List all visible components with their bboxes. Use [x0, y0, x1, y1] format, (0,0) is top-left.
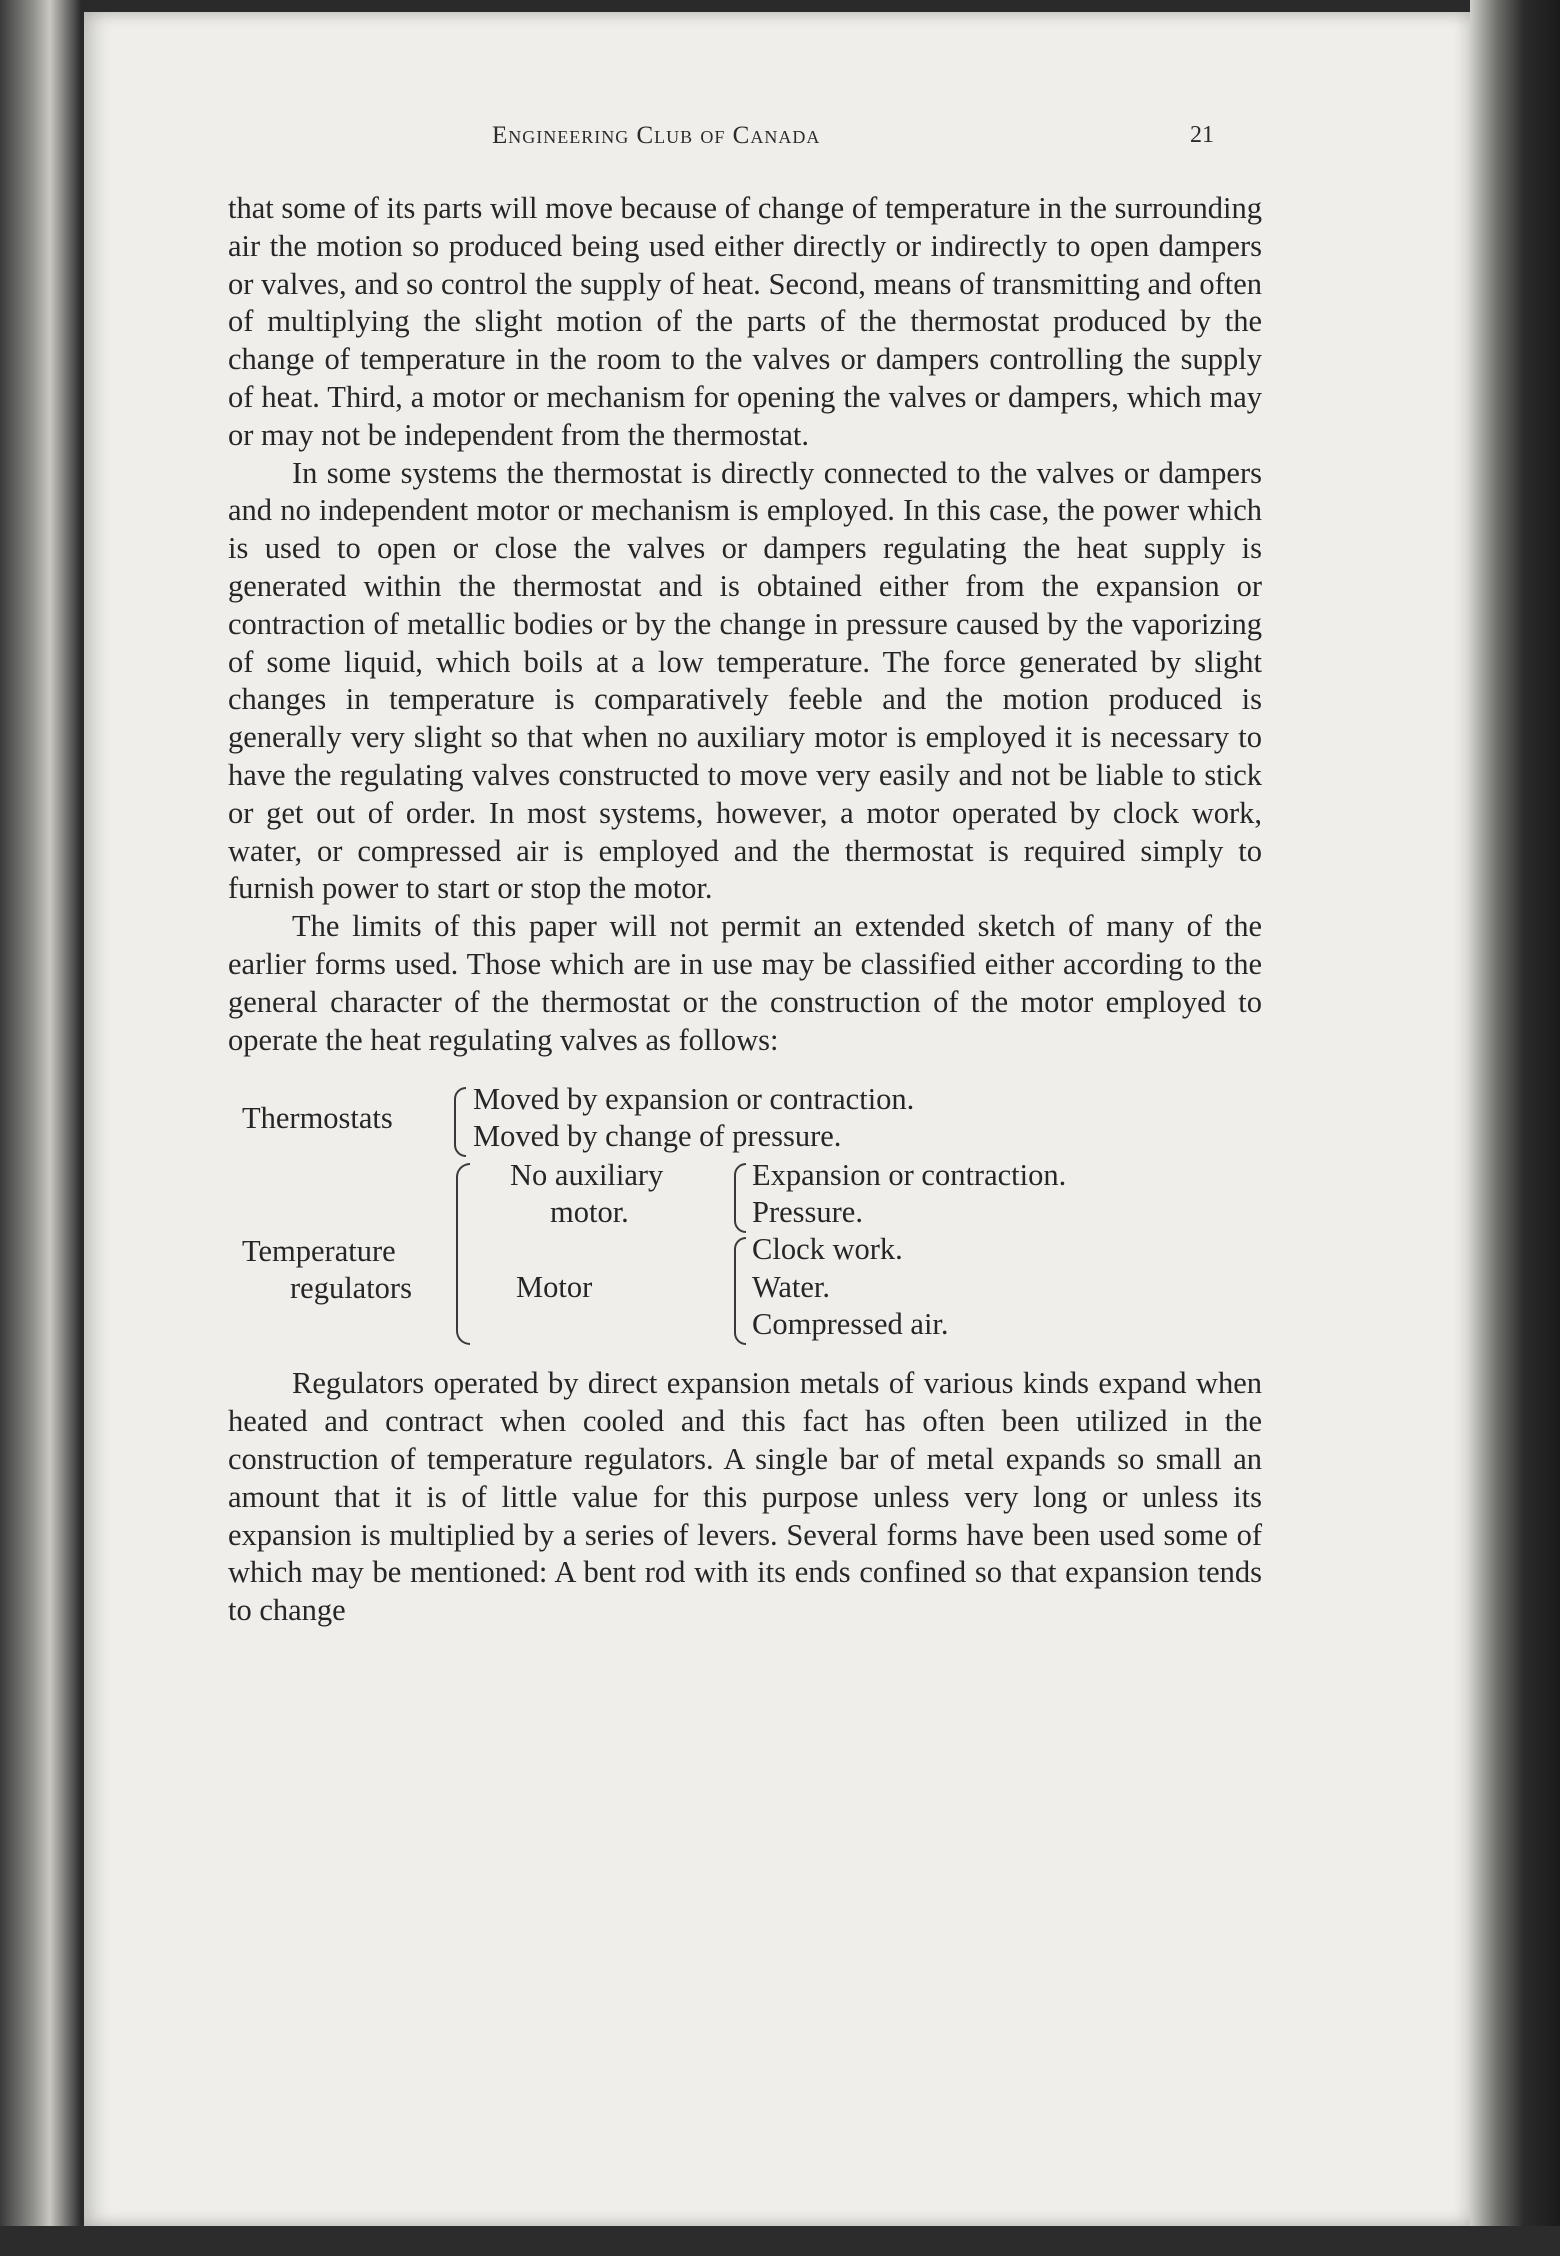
brace: [734, 1237, 746, 1345]
running-header: [150, 122, 1220, 162]
paragraph-3: The limits of this paper will not permit an extended sketch of many of the earlier forms used. Those which are in use may be classified either according to the general character of the thermostat or the construction of the motor employed to operate the heat regulating valves as follows:: [228, 909, 1262, 1057]
bottom-edge: [0, 2226, 1560, 2256]
body-text: [228, 190, 1262, 1630]
paragraph-4: Regulators operated by direct expansion metals of various kinds expand when heated and contract when cooled and this fact has often been utilized in the construction of temperature regulators. A single bar of metal expands so small an amount that it is of little value for this purpose unless very long or unless its expansion is multiplied by a series of levers. Several forms have been used some of which may be mentioned: A bent rod with its ends confined so that expansion tends to change: [228, 1366, 1262, 1628]
page-number: 21: [1190, 122, 1214, 148]
paragraph-1: that some of its parts will move because of change of temperature in the surrounding air the motion so produced being used either directly or indirectly to open dampers or valves, and so control the supply of heat. Second, means of transmitting and often of multiplying the slight motion of the parts of the thermostat produced by the change of temperature in the room to the valves or dampers controlling the supply of heat. Third, a motor or mechanism for opening the valves or dampers, which may or may not be independent from the thermostat.: [228, 191, 1262, 452]
no-auxiliary-label: motor.: [550, 1195, 629, 1230]
thermostat-type: Moved by expansion or contraction.: [473, 1082, 915, 1117]
motor-label: Motor: [516, 1270, 593, 1305]
paragraph-2: In some systems the thermostat is directly connected to the valves or dampers and no independent motor or mechanism is employed. In this case, the power which is used to open or close the valves or dampers regulating the heat supply is generated within the thermostat and is obtained either from the expansion or contraction of metallic bodies or by the change in pressure caused by the vaporizing of some liquid, which boils at a low temperature. The force generated by slight changes in temperature is comparatively feeble and the motion produced is generally very slight so that when no auxiliary motor is employed it is necessary to have the regulating valves constructed to move very easily and not be liable to stick or get out of order. In most systems, however, a motor operated by clock work, water, or compressed air is employed and the thermostat is required simply to furnish power to start or stop the motor.: [228, 455, 1262, 906]
running-title: Engineering Club of Canada: [492, 122, 821, 149]
motor-type: Compressed air.: [752, 1307, 949, 1342]
regulators-label: regulators: [290, 1271, 412, 1306]
no-auxiliary-label: No auxiliary: [510, 1158, 664, 1193]
brace: [734, 1163, 746, 1233]
brace: [454, 1087, 466, 1157]
motor-type: Water.: [752, 1270, 830, 1305]
thermostat-type: Moved by change of pressure.: [473, 1119, 842, 1154]
classification-table: [228, 1081, 1262, 1343]
brace: [456, 1163, 470, 1345]
no-auxiliary-type: Expansion or contraction.: [752, 1158, 1067, 1193]
motor-type: Clock work.: [752, 1232, 903, 1267]
thermostats-label: Thermostats: [242, 1101, 393, 1136]
book-spine: [1470, 0, 1560, 2256]
no-auxiliary-type: Pressure.: [752, 1195, 863, 1230]
regulators-label: Temperature: [242, 1234, 396, 1269]
